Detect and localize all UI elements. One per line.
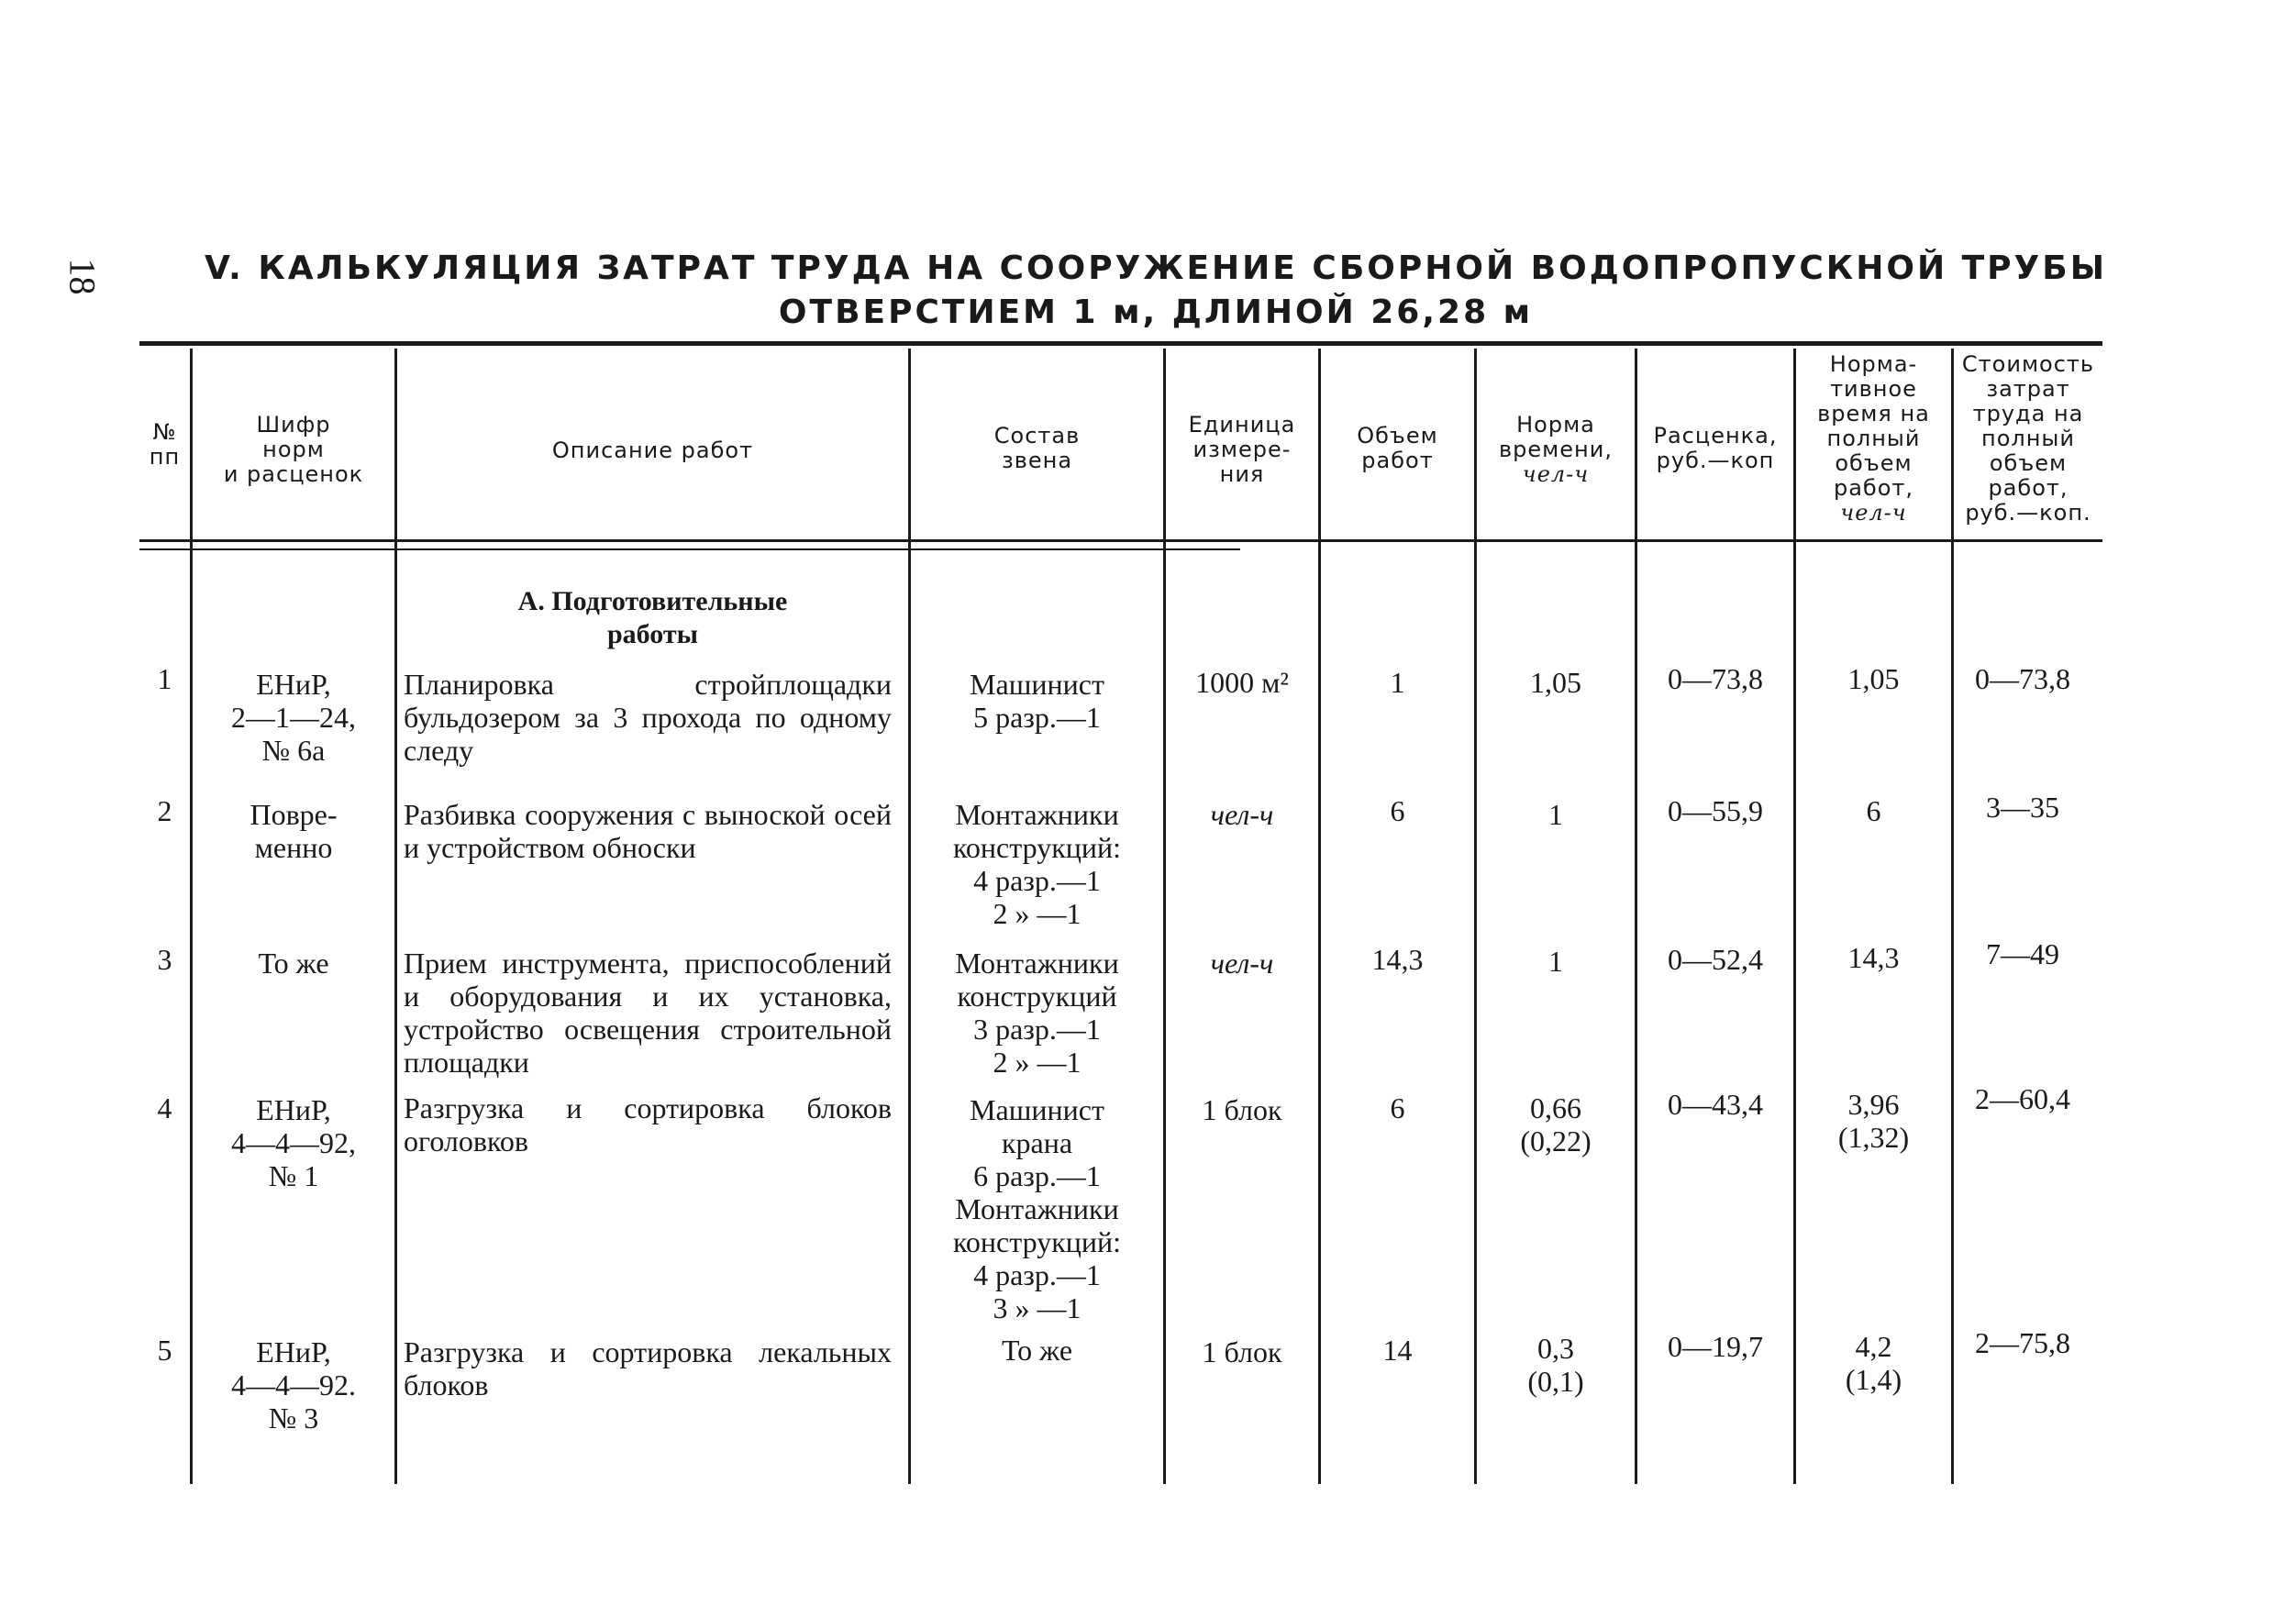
row-2-description: Разбивка сооружения с выноской осей и устройством обноски: [404, 798, 892, 864]
row-4-description: Разгрузка и сортировка блоков оголовков: [404, 1091, 892, 1157]
row-5-norm: 0,3 (0,1): [1527, 1332, 1584, 1398]
row-4-total-time: 3,96 (1,32): [1837, 1088, 1910, 1154]
row-2-code: Повре- менно: [250, 798, 338, 864]
header-volume: Объем работ: [1357, 423, 1438, 473]
row-4-rate: 0—43,4: [1668, 1088, 1763, 1121]
row-1-total-time: 1,05: [1847, 662, 1900, 695]
header-total-time-label: Норма- тивное время на полный объем работ,: [1817, 351, 1930, 501]
column-divider: [1163, 349, 1166, 1484]
row-3-code: То же: [258, 947, 329, 980]
document-title-line-2: ОТВЕРСТИЕМ 1 м, ДЛИНОЙ 26,28 м: [778, 294, 1534, 331]
row-5-description: Разгрузка и сортировка лекальных блоков: [404, 1335, 892, 1401]
row-3-num: 3: [157, 943, 172, 976]
row-1-code: ЕНиР, 2—1—24, № 6а: [231, 668, 356, 767]
row-2-num: 2: [157, 794, 172, 827]
column-divider: [190, 349, 193, 1484]
header-bottom-rule-2: [139, 548, 1240, 550]
row-4-total-cost: 2—60,4: [1975, 1082, 2070, 1115]
row-5-num: 5: [157, 1334, 172, 1367]
row-4-unit: 1 блок: [1202, 1093, 1282, 1126]
row-3-total-cost: 7—49: [1986, 937, 2059, 970]
row-2-total-cost: 3—35: [1986, 791, 2059, 824]
header-norm-unit: чел-ч: [1522, 461, 1590, 487]
column-divider: [1635, 349, 1637, 1484]
row-5-total-time: 4,2 (1,4): [1845, 1330, 1902, 1396]
row-1-rate: 0—73,8: [1668, 662, 1763, 695]
row-3-description: Прием инструмента, приспособлений и оборудования и их установка, устройство освещения строительной площадки: [404, 947, 892, 1079]
row-2-total-time: 6: [1866, 794, 1881, 827]
row-1-description: Планировка стройплощадки бульдозером за 3 прохода по одному следу: [404, 668, 892, 767]
header-norm: [1477, 413, 1635, 487]
row-5-volume: 14: [1382, 1334, 1413, 1367]
row-3-rate: 0—52,4: [1668, 943, 1763, 976]
row-5-unit: 1 блок: [1202, 1335, 1282, 1368]
row-4-volume: 6: [1390, 1091, 1405, 1124]
header-total-time: [1796, 352, 1951, 526]
row-4-norm: 0,66 (0,22): [1520, 1091, 1592, 1157]
row-2-volume: 6: [1390, 794, 1405, 827]
row-3-volume: 14,3: [1371, 943, 1424, 976]
header-total-cost: Стоимость затрат труда на полный объем работ, руб.—коп.: [1961, 351, 2095, 526]
row-5-total-cost: 2—75,8: [1975, 1326, 2070, 1359]
row-3-unit: чел-ч: [1210, 947, 1274, 980]
page-number: 18: [61, 258, 104, 295]
header-description: Описание работ: [551, 437, 754, 463]
row-1-norm: 1,05: [1530, 666, 1581, 699]
column-divider: [394, 349, 397, 1484]
row-3-crew: Монтажники конструкций 3 разр.—1 2 » —1: [955, 947, 1119, 1079]
row-4-code: ЕНиР, 4—4—92, № 1: [231, 1093, 356, 1192]
row-2-unit: чел-ч: [1210, 798, 1274, 831]
row-5-crew: То же: [1001, 1334, 1073, 1367]
row-3-norm: 1: [1548, 945, 1563, 978]
row-2-norm: 1: [1548, 798, 1563, 831]
header-total-time-unit: чел-ч: [1840, 500, 1907, 526]
row-1-volume: 1: [1390, 666, 1405, 699]
table-top-rule: [139, 341, 2102, 346]
row-1-num: 1: [157, 662, 172, 695]
row-4-crew: Машинист крана 6 разр.—1 Монтажники конструкций: 4 разр.—1 3 » —1: [952, 1093, 1121, 1324]
row-5-code: ЕНиР, 4—4—92. № 3: [231, 1335, 356, 1434]
row-3-total-time: 14,3: [1847, 941, 1900, 974]
row-4-num: 4: [157, 1091, 172, 1124]
header-crew: Состав звена: [993, 423, 1081, 473]
column-divider: [1474, 349, 1477, 1484]
row-2-rate: 0—55,9: [1668, 794, 1763, 827]
column-divider: [1318, 349, 1321, 1484]
header-rate: Расценка, руб.—коп: [1653, 423, 1778, 473]
header-norm-label: Норма времени,: [1499, 412, 1613, 462]
header-num: № пп: [149, 419, 181, 470]
header-code: Шифр норм и расценок: [223, 412, 364, 487]
header-bottom-rule: [139, 539, 2102, 542]
row-1-total-cost: 0—73,8: [1975, 662, 2070, 695]
header-unit: Единица измере- ния: [1188, 412, 1296, 487]
row-1-unit: 1000 м²: [1195, 666, 1289, 699]
row-2-crew: Монтажники конструкций: 4 разр.—1 2 » —1: [952, 798, 1121, 930]
row-1-crew: Машинист 5 разр.—1: [970, 668, 1104, 734]
document-title-line-1: V. КАЛЬКУЛЯЦИЯ ЗАТРАТ ТРУДА НА СООРУЖЕНИЕ СБОРНОЙ ВОДОПРОПУСКНОЙ ТРУБЫ: [204, 249, 2108, 287]
section-heading: А. Подготовительные работы: [517, 586, 788, 649]
row-5-rate: 0—19,7: [1668, 1330, 1763, 1363]
